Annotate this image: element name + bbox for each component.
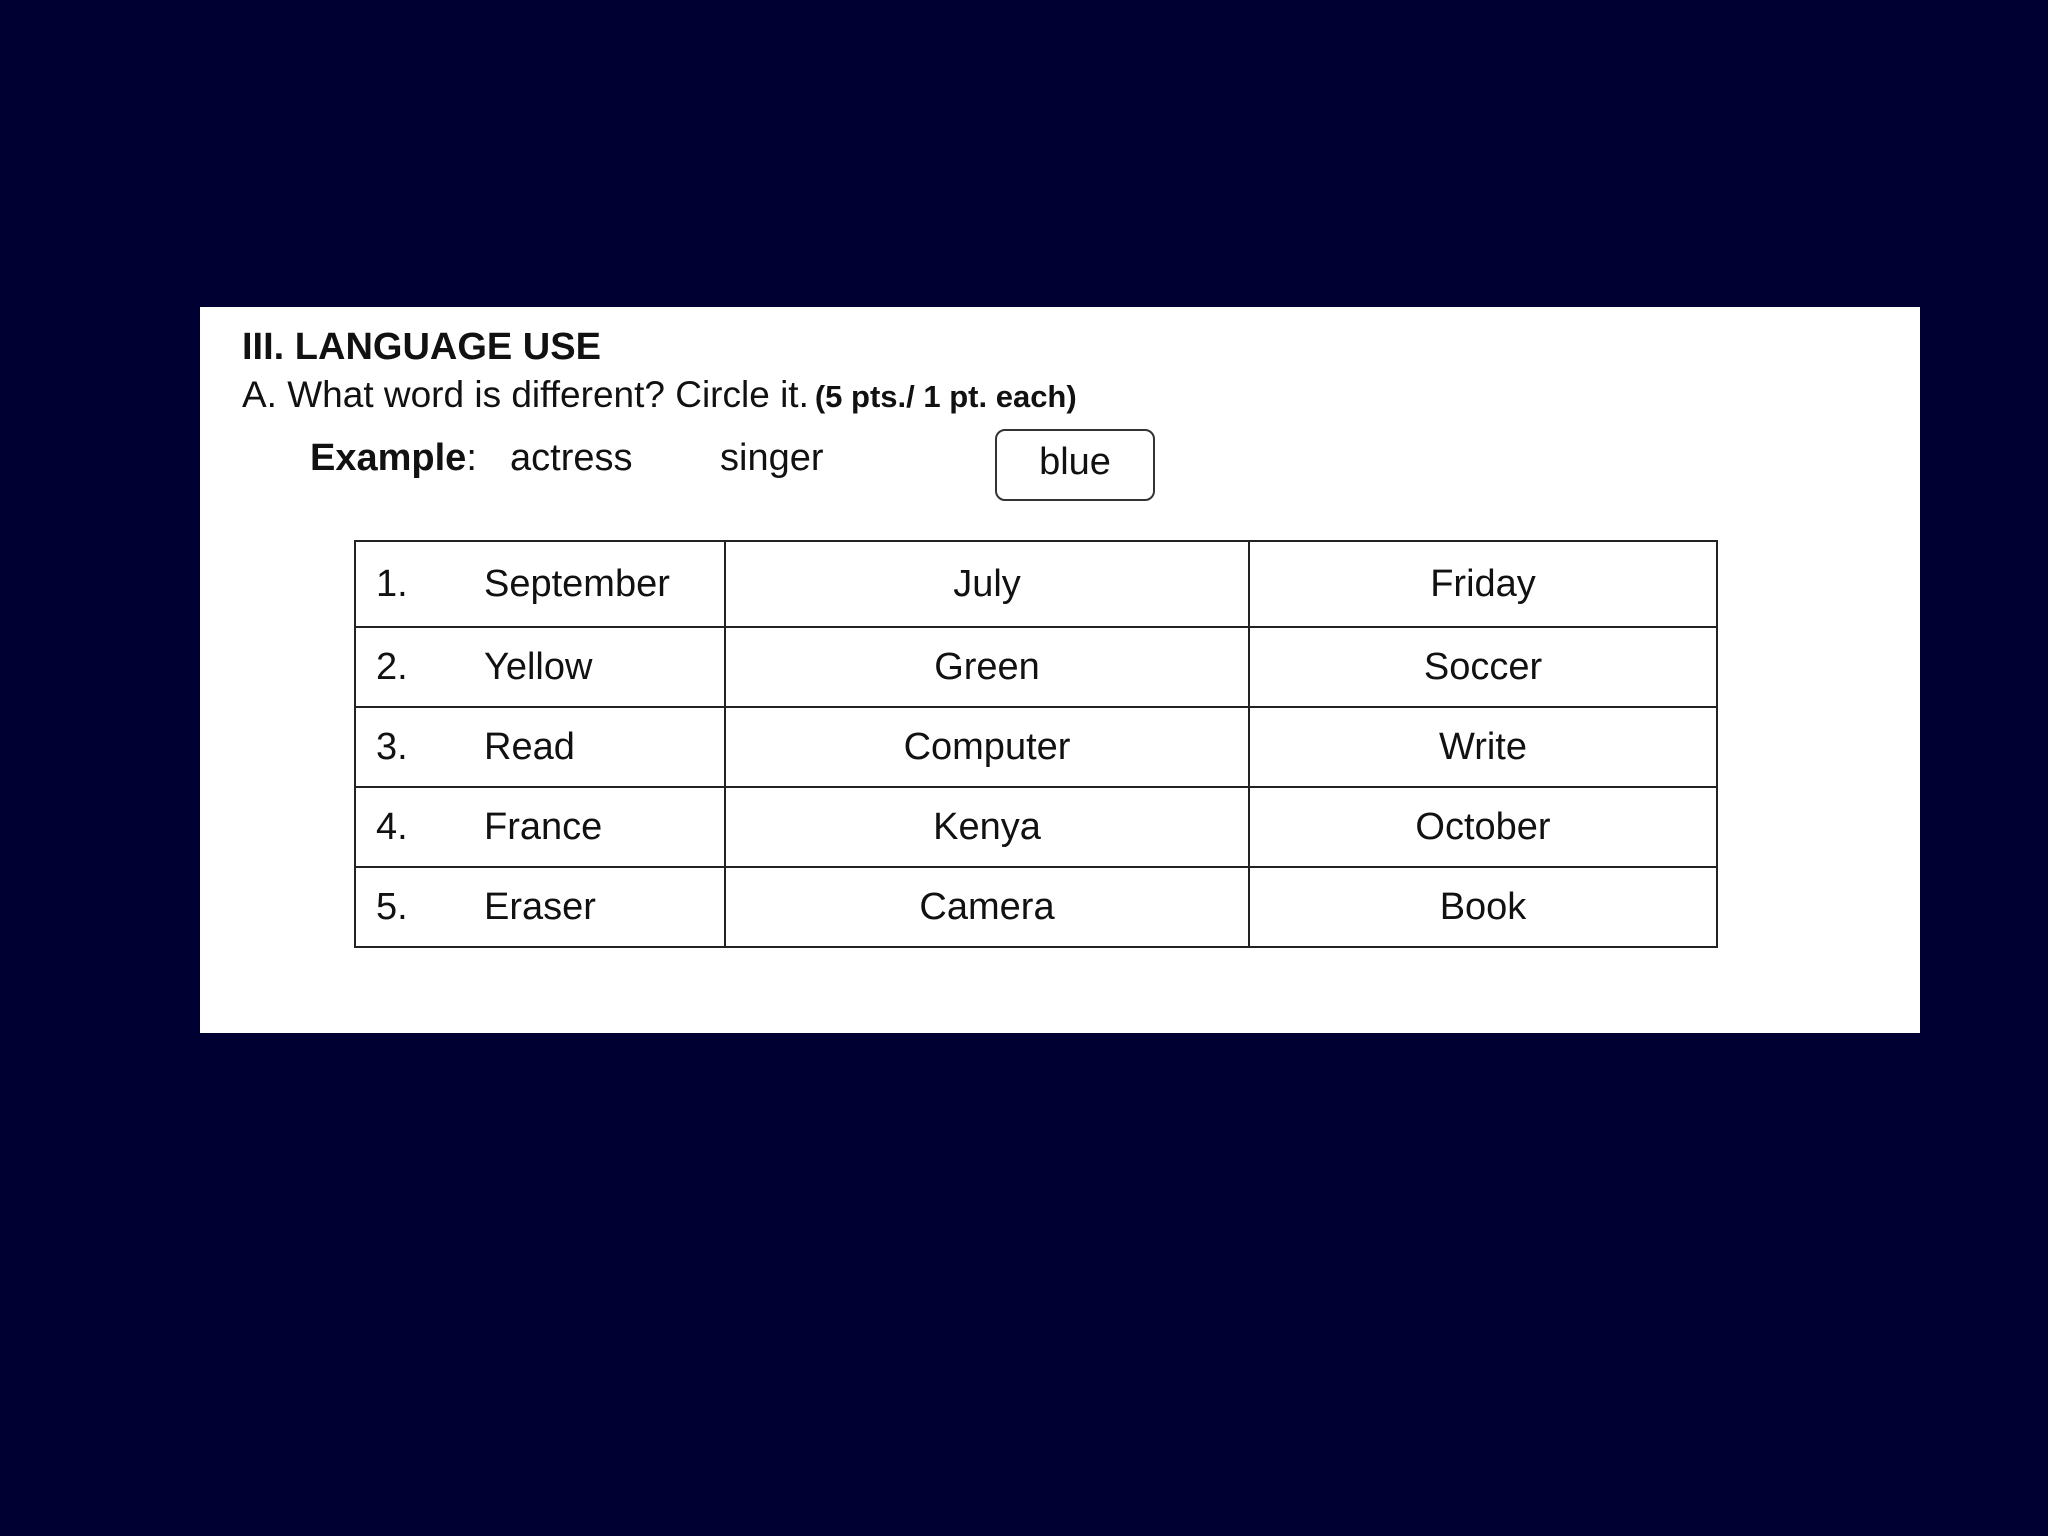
word-cell[interactable] (355, 787, 725, 867)
example-label-text: Example (310, 437, 467, 479)
word-option: Green (934, 645, 1040, 688)
word-cell[interactable] (355, 627, 725, 707)
word-option: France (484, 805, 603, 848)
word-cell[interactable] (1249, 867, 1717, 947)
word-cell[interactable] (1249, 627, 1717, 707)
word-option: Book (1439, 885, 1527, 928)
word-option: Kenya (933, 805, 1041, 848)
words-table (354, 540, 1718, 948)
item-number: 4. (376, 805, 408, 848)
example-label-colon: : (466, 437, 477, 479)
example-word: actress (510, 437, 633, 479)
word-option: Read (484, 725, 575, 768)
word-option: October (1415, 805, 1551, 848)
word-option: Write (1439, 725, 1527, 768)
word-option: Computer (903, 725, 1071, 768)
points-note: (5 pts./ 1 pt. each) (814, 379, 1077, 414)
item-number: 1. (376, 562, 408, 605)
word-cell[interactable] (725, 867, 1249, 947)
word-cell[interactable] (1249, 707, 1717, 787)
table-row (355, 787, 1717, 867)
word-cell[interactable] (725, 627, 1249, 707)
item-number: 3. (376, 725, 408, 768)
example-label (310, 437, 477, 480)
word-option: Yellow (484, 645, 593, 688)
example-answer-word: blue (1039, 441, 1111, 483)
word-option: Camera (919, 885, 1055, 928)
table-row (355, 541, 1717, 627)
word-cell[interactable] (355, 867, 725, 947)
table-row (355, 867, 1717, 947)
word-option: Soccer (1423, 645, 1543, 688)
section-title: III. LANGUAGE USE (242, 326, 601, 368)
worksheet-card (200, 307, 1920, 1033)
item-number: 2. (376, 645, 408, 688)
word-cell[interactable] (725, 707, 1249, 787)
item-number: 5. (376, 885, 408, 928)
instruction (242, 373, 1077, 417)
word-cell[interactable] (725, 541, 1249, 627)
table-row (355, 707, 1717, 787)
example-circled-answer (995, 429, 1155, 501)
word-cell[interactable] (1249, 787, 1717, 867)
word-cell[interactable] (355, 707, 725, 787)
instruction-text: A. What word is different? Circle it. (242, 374, 809, 415)
word-cell[interactable] (355, 541, 725, 627)
word-cell[interactable] (1249, 541, 1717, 627)
word-option: Eraser (484, 885, 596, 928)
example-word: singer (720, 437, 824, 479)
word-option: July (953, 562, 1021, 605)
word-cell[interactable] (725, 787, 1249, 867)
table-row (355, 627, 1717, 707)
word-option: September (484, 562, 670, 605)
word-option: Friday (1430, 562, 1536, 605)
